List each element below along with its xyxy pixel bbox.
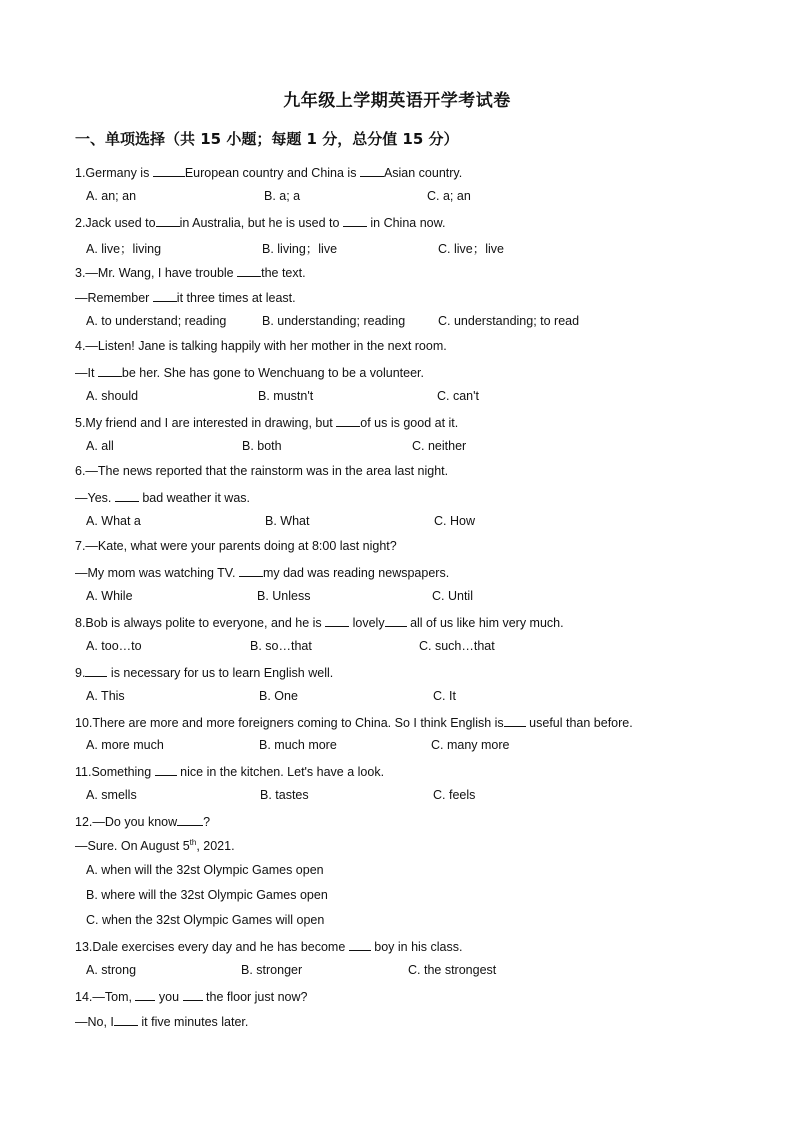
- question-12: 12.—Do you know ?: [75, 815, 211, 829]
- option-b: B. much more: [259, 738, 337, 752]
- answer-blank: [115, 489, 139, 502]
- option-b: B. One: [259, 689, 298, 703]
- option-c: C. neither: [412, 439, 467, 453]
- question-4: 4.—Listen! Jane is talking happily with her mother in the next room.: [75, 339, 447, 353]
- option-a: A. strong: [86, 963, 137, 977]
- option-b: B. living；live: [262, 242, 338, 256]
- option-a: A. to understand; reading: [86, 314, 227, 328]
- question-12-reply: —Sure. On August 5th, 2021.: [75, 838, 235, 854]
- answer-blank: [239, 564, 263, 577]
- option-a: A. should: [86, 389, 139, 403]
- section-heading: 一、单项选择（共 15 小题；每题 1 分，总分值 15 分）: [75, 130, 459, 148]
- option-a: A. What a: [86, 514, 141, 528]
- option-b: B. a; a: [264, 189, 301, 203]
- option-b: B. so…that: [250, 639, 312, 653]
- option-b: B. Unless: [257, 589, 311, 603]
- question-14: 14.—Tom, you the floor just now?: [75, 990, 308, 1004]
- option-a: A. all: [86, 439, 114, 453]
- option-b: B. What: [265, 514, 310, 528]
- question-2: 2.Jack used to in Australia, but he is used to in China now.: [75, 216, 446, 230]
- answer-blank: [153, 289, 177, 302]
- answer-blank: [237, 264, 261, 277]
- answer-blank: [155, 763, 177, 776]
- answer-blank: [98, 364, 122, 377]
- option-a: A. While: [86, 589, 133, 603]
- option-a: A. when will the 32st Olympic Games open: [86, 863, 324, 877]
- question-7-reply: —My mom was watching TV. my dad was reading newspapers.: [75, 566, 450, 580]
- option-b: B. mustn't: [258, 389, 314, 403]
- question-11: 11.Something nice in the kitchen. Let's have a look.: [75, 765, 385, 779]
- question-8: 8.Bob is always polite to everyone, and he is lovely all of us like him very much.: [75, 616, 564, 630]
- answer-blank: [156, 214, 180, 227]
- exam-title: 九年级上学期英语开学考试卷: [283, 91, 511, 111]
- question-1: 1.Germany is European country and China is Asian country.: [75, 166, 463, 180]
- option-b: B. understanding; reading: [262, 314, 406, 328]
- option-c: C. live；live: [438, 242, 504, 256]
- answer-blank: [85, 664, 107, 677]
- option-a: A. This: [86, 689, 125, 703]
- question-7: 7.—Kate, what were your parents doing at 8:00 last night?: [75, 539, 397, 553]
- option-c: C. How: [434, 514, 475, 528]
- option-c: C. the strongest: [408, 963, 497, 977]
- option-a: A. more much: [86, 738, 164, 752]
- option-c: C. Until: [432, 589, 473, 603]
- option-a: A. an; an: [86, 189, 137, 203]
- question-13: 13.Dale exercises every day and he has become boy in his class.: [75, 940, 463, 954]
- option-b: B. stronger: [241, 963, 303, 977]
- option-c: C. a; an: [427, 189, 471, 203]
- question-10: 10.There are more and more foreigners coming to China. So I think English is useful than before.: [75, 716, 633, 730]
- answer-blank: [336, 414, 360, 427]
- option-b: B. both: [242, 439, 282, 453]
- question-6: 6.—The news reported that the rainstorm was in the area last night.: [75, 464, 449, 478]
- answer-blank: [135, 988, 155, 1001]
- option-a: A. live；living: [86, 242, 162, 256]
- answer-blank: [114, 1013, 138, 1026]
- option-c: C. feels: [433, 788, 476, 802]
- option-b: B. where will the 32st Olympic Games open: [86, 888, 328, 902]
- option-a: A. too…to: [86, 639, 142, 653]
- option-b: B. tastes: [260, 788, 309, 802]
- answer-blank: [183, 988, 203, 1001]
- option-c: C. can't: [437, 389, 479, 403]
- answer-blank: [504, 714, 526, 727]
- option-a: A. smells: [86, 788, 137, 802]
- answer-blank: [325, 614, 349, 627]
- option-c: C. such…that: [419, 639, 495, 653]
- question-9: 9. is necessary for us to learn English well.: [75, 666, 334, 680]
- question-14-reply: —No, I it five minutes later.: [75, 1015, 249, 1029]
- answer-blank: [153, 164, 185, 177]
- answer-blank: [360, 164, 384, 177]
- question-6-reply: —Yes. bad weather it was.: [75, 491, 251, 505]
- question-4-reply: —It be her. She has gone to Wenchuang to be a volunteer.: [75, 366, 425, 380]
- option-c: C. many more: [431, 738, 510, 752]
- answer-blank: [343, 214, 367, 227]
- question-3: 3.—Mr. Wang, I have trouble the text.: [75, 266, 306, 280]
- option-c: C. It: [433, 689, 456, 703]
- question-3-reply: —Remember it three times at least.: [75, 291, 296, 305]
- question-5: 5.My friend and I are interested in drawing, but of us is good at it.: [75, 416, 459, 430]
- answer-blank: [349, 938, 371, 951]
- option-c: C. understanding; to read: [438, 314, 580, 328]
- option-c: C. when the 32st Olympic Games will open: [86, 913, 325, 927]
- answer-blank: [385, 614, 407, 627]
- answer-blank: [177, 813, 203, 826]
